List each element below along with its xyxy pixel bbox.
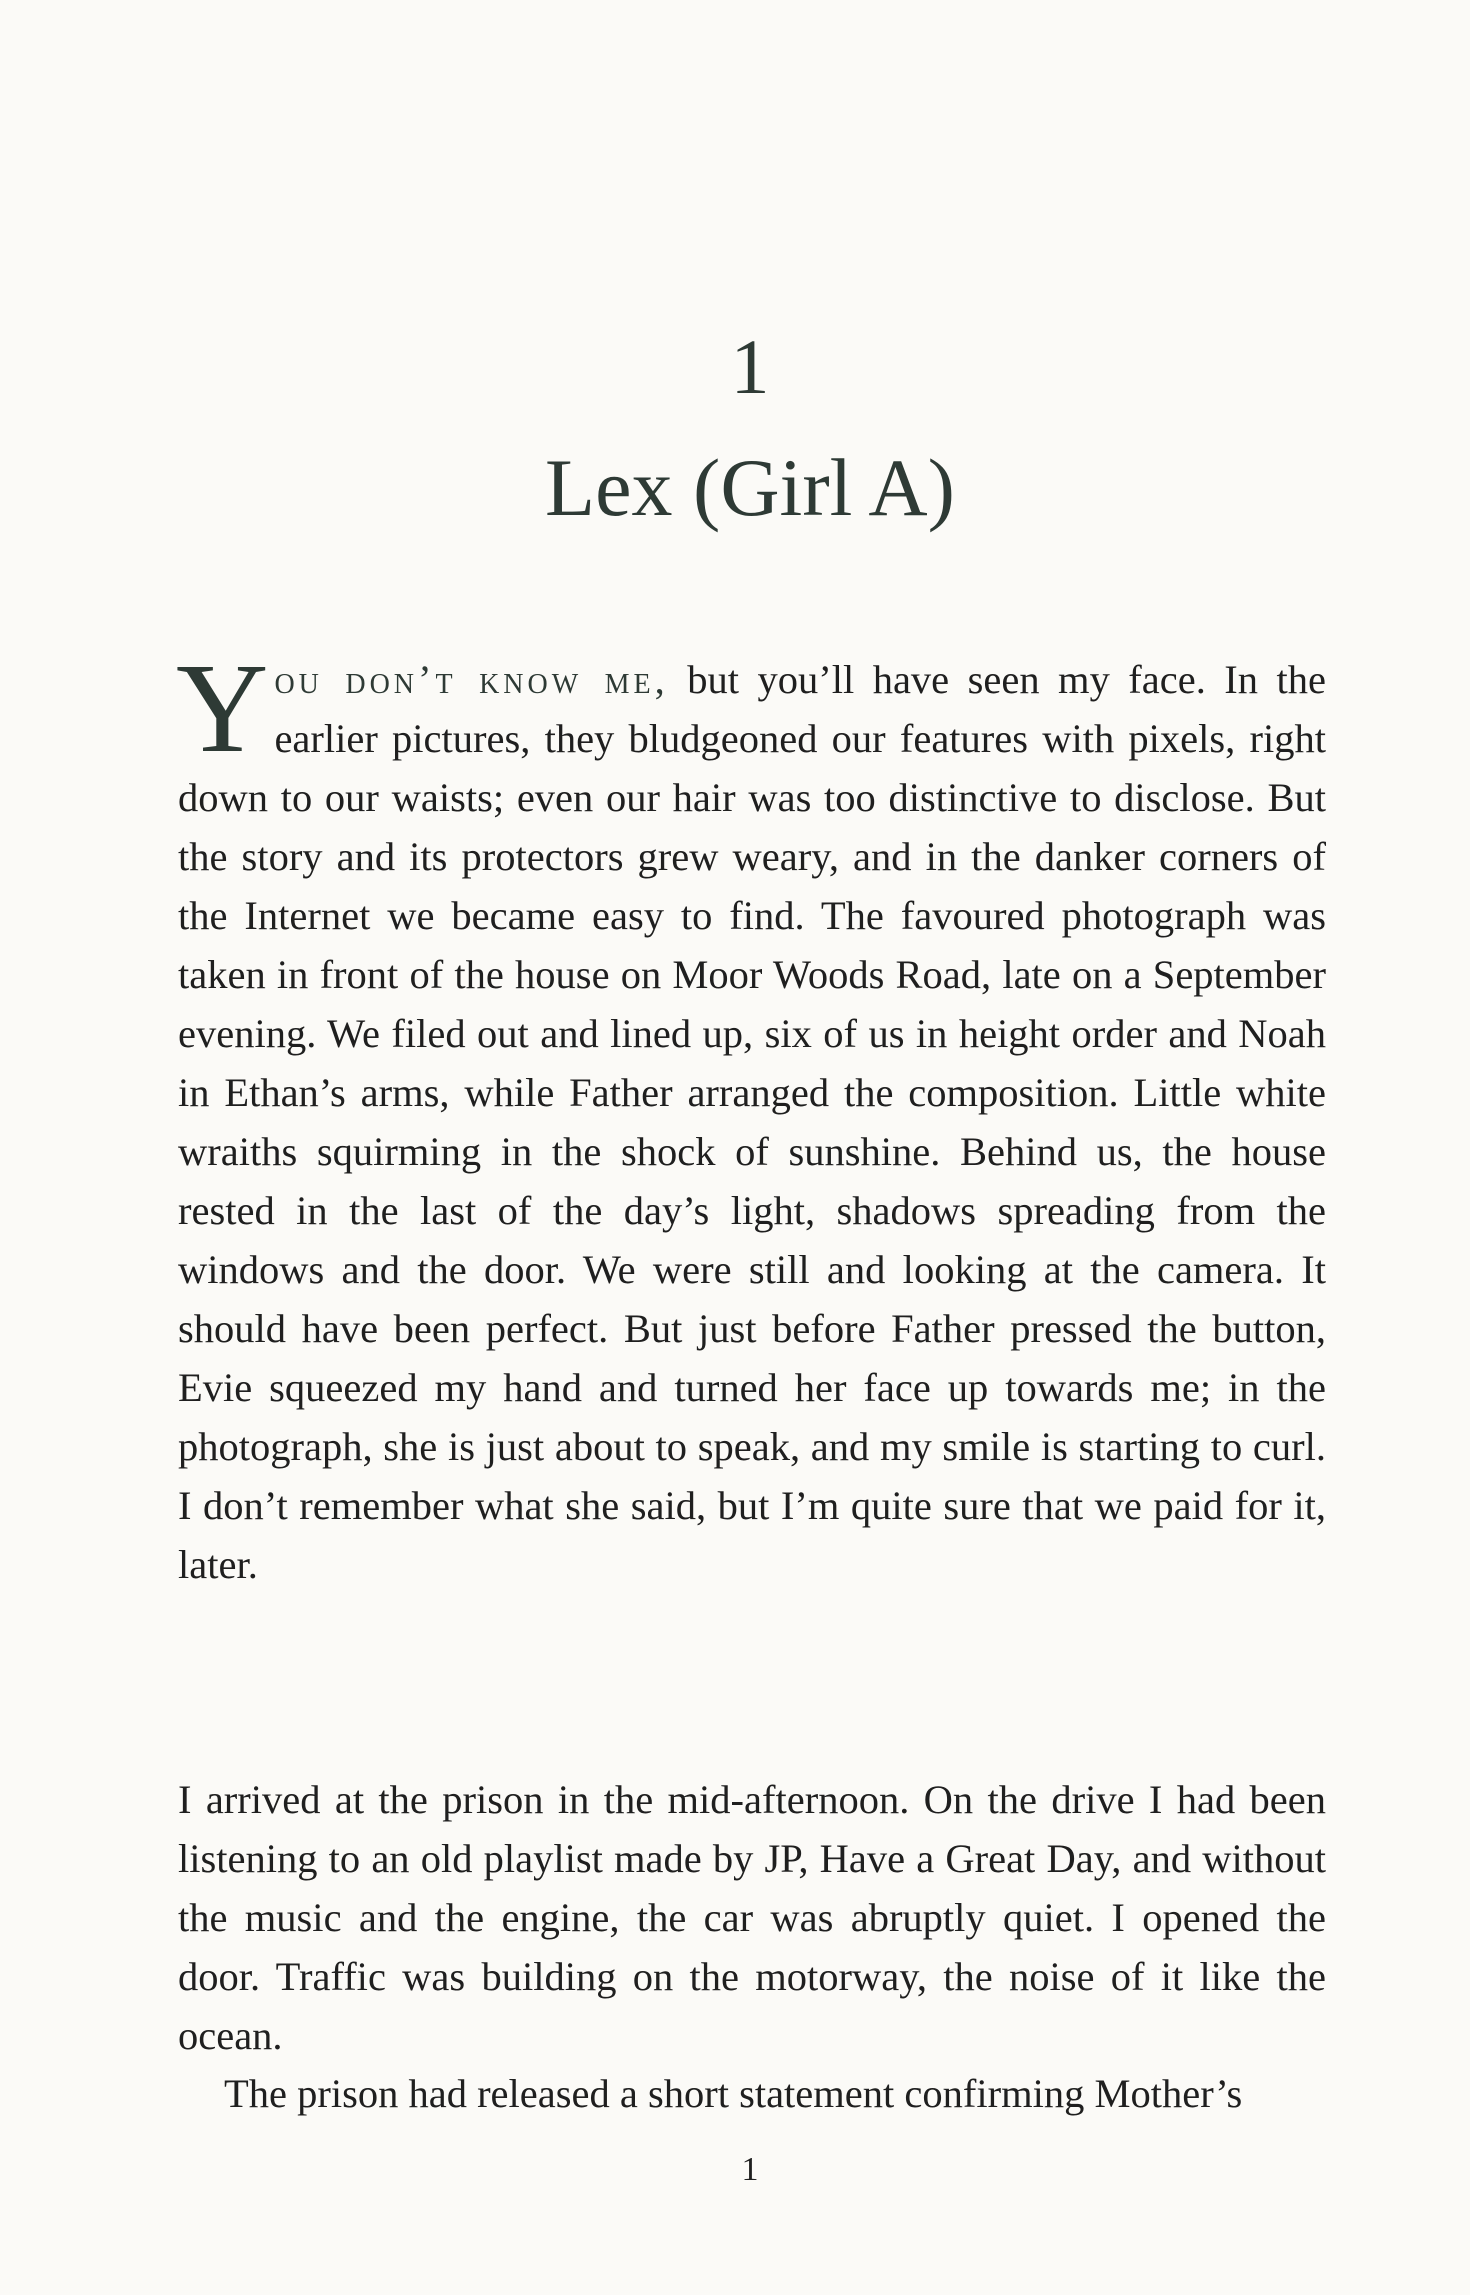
chapter-title: Lex (Girl A) (545, 442, 955, 533)
continuing-paragraph: The prison had released a short statement confirming Mother’s (224, 2071, 1243, 2116)
chapter-number: 1 (730, 323, 770, 410)
opening-paragraph-text: but you’ll have seen my face. In the earlier pictures, they bludgeoned our features with pixels, right down to our waists; even our hair was too distinctive to disclose. But the story and its protectors grew weary, and in the danker corners of the Internet we became easy to find. The favoured photograph was taken in front of the house on Moor Woods Road, late on a September evening. We filed out and lined up, six of us in height order and Noah in Ethan’s arms, while Father arranged the composition. Little white wraiths squirming in the shock of sunshine. Behind us, the house rested in the last of the day’s light, shadows spreading from the windows and the door. We were still and looking at the camera. It should have been perfect. But just before Father pressed the button, Evie squeezed my hand and turned her face up towards me; in the photograph, she is just about to speak, and my smile is starting to curl. I don’t remember what she said, but I’m quite sure that we paid for it, later. (178, 657, 1326, 1587)
opening-small-caps: ou don’t know me, (274, 657, 669, 702)
opening-paragraph (176, 637, 1326, 1594)
drop-cap: Y (176, 637, 269, 779)
page-number: 1 (741, 2151, 759, 2188)
second-section-paragraph: I arrived at the prison in the mid-afternoon. On the drive I had been listening to an old playlist made by JP, Have a Great Day, and without the music and the engine, the car was abruptly quiet. I opened the door. Traffic was building on the motorway, the noise of it like the ocean. (178, 1777, 1326, 2058)
